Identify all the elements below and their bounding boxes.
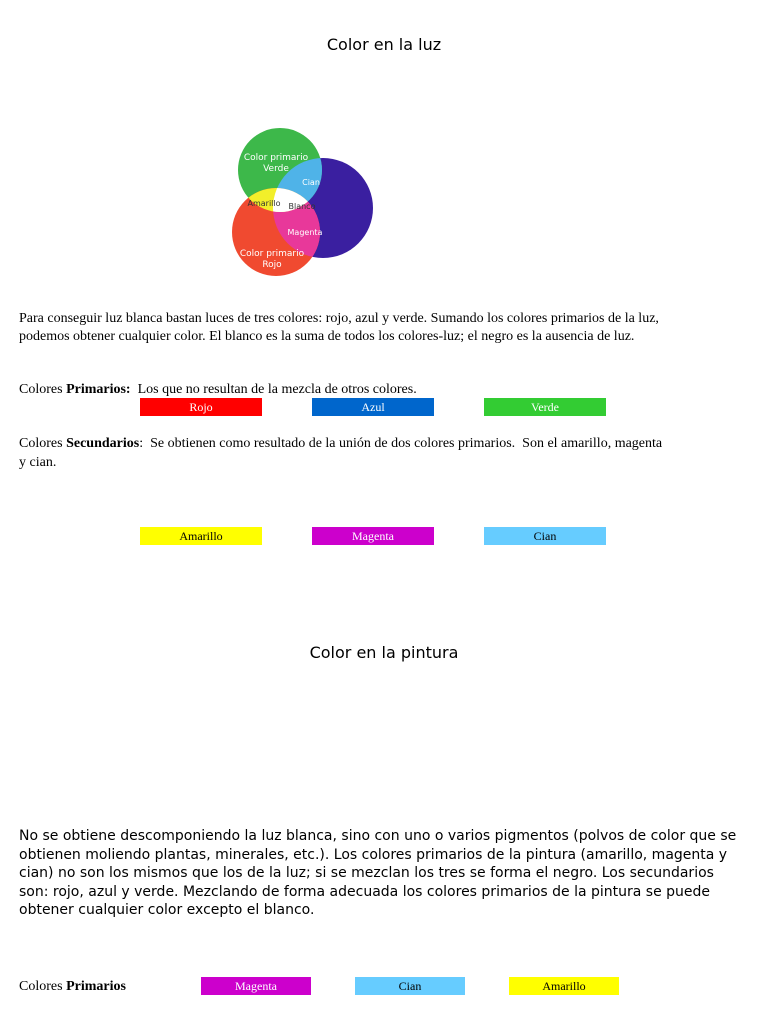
swatch-amarillo (140, 527, 262, 545)
swatch-label: Verde (531, 400, 559, 414)
diagram-label-cian: Cian (302, 178, 320, 187)
primarios-luz-text (19, 381, 417, 399)
swatch-pintura-amarillo (509, 977, 619, 995)
swatch-label: Rojo (189, 400, 213, 414)
swatch-label: Magenta (235, 979, 277, 993)
pintura-line-3: cian) no son los mismos que los de la luz; si se mezclan los tres se forma el negro. Los secundarios (19, 865, 714, 881)
diagram-label-green-1: Color primario (243, 153, 309, 163)
intro-line-2: podemos obtener cualquier color. El blanco es la suma de todos los colores-luz; el negro es la ausencia de luz. (19, 329, 635, 344)
primarios-description: Los que no resultan de la mezcla de otros colores. (130, 382, 417, 397)
diagram-label-red-1: Color primario (239, 249, 305, 259)
secundarios-prefix: Colores (19, 436, 67, 451)
diagram-label-amarillo: Amarillo (247, 199, 281, 208)
swatch-label: Amarillo (542, 979, 586, 993)
secundarios-line-1: : Se obtienen como resultado de la unión de dos colores primarios. Son el amarillo, magenta (139, 436, 663, 451)
swatch-azul (312, 398, 434, 416)
swatch-verde (484, 398, 606, 416)
primarios-pintura-prefix: Colores (19, 979, 67, 994)
diagram-label-red-2: Rojo (262, 260, 282, 270)
swatch-label: Cian (398, 979, 422, 993)
pintura-line-4: son: rojo, azul y verde. Mezclando de forma adecuada los colores primarios de la pintura se puede (19, 883, 711, 900)
swatch-rojo (140, 398, 262, 416)
diagram-label-magenta: Magenta (287, 228, 323, 237)
swatch-magenta (312, 527, 434, 545)
swatch-cian (484, 527, 606, 545)
section-title-luz: Color en la luz (326, 35, 442, 54)
primarios-pintura-bold: Primarios (66, 979, 126, 994)
swatch-pintura-cian (355, 977, 465, 995)
diagram-label-blanco: Blanco (288, 202, 316, 211)
diagram-label-green-2: Verde (263, 164, 289, 174)
secundarios-luz-text (19, 435, 749, 453)
primarios-bold: Primarios: (66, 382, 131, 397)
pintura-paragraph (19, 827, 754, 920)
primarios-pintura-text (19, 978, 126, 996)
primarios-prefix: Colores (19, 382, 67, 397)
intro-paragraph (19, 310, 749, 346)
intro-line-1: Para conseguir luz blanca bastan luces de tres colores: rojo, azul y verde. Sumando los colores primarios de la luz, (19, 311, 659, 326)
secundarios-bold: Secundarios (66, 436, 140, 451)
swatch-label: Azul (361, 400, 385, 414)
swatch-label: Magenta (352, 529, 394, 543)
additive-color-diagram (228, 128, 380, 284)
section-title-pintura: Color en la pintura (309, 643, 459, 662)
swatch-pintura-magenta (201, 977, 311, 995)
swatch-label: Amarillo (179, 529, 223, 543)
swatch-label: Cian (533, 529, 557, 543)
secundarios-line-2: y cian. (19, 455, 57, 470)
pintura-line-5: obtener cualquier color excepto el blanco. (19, 902, 315, 918)
pintura-line-1: No se obtiene descomponiendo la luz blanca, sino con uno o varios pigmentos (polvos de color que se (19, 828, 737, 844)
pintura-line-2: obtienen moliendo plantas, minerales, etc.). Los colores primarios de la pintura (amarillo, magenta y (19, 846, 728, 863)
